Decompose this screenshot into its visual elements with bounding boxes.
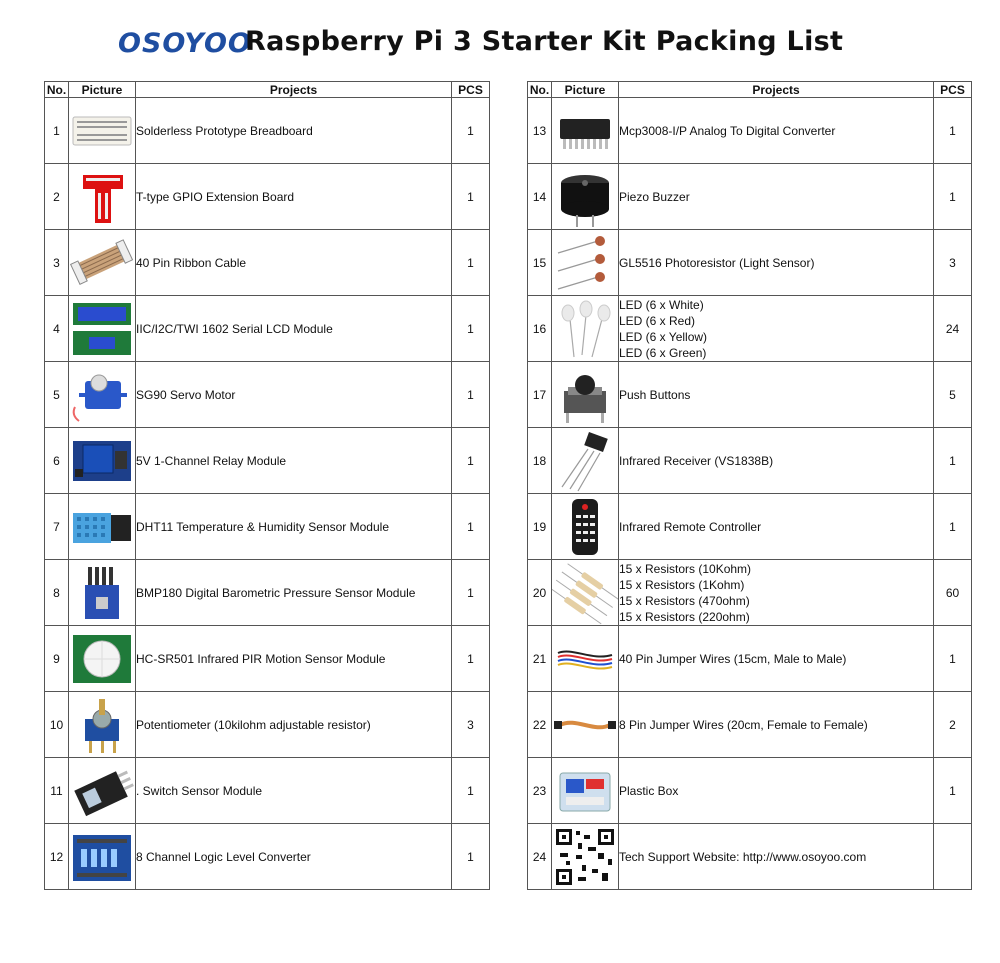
table-row: [528, 692, 972, 758]
table-row: [45, 362, 490, 428]
item-pcs: 3: [934, 230, 972, 296]
project-line: Piezo Buzzer: [619, 189, 690, 204]
packing-list-left: [44, 81, 490, 890]
project-line: BMP180 Digital Barometric Pressure Sensor Module: [136, 585, 416, 600]
item-number: 17: [528, 362, 552, 428]
item-pcs: 1: [452, 758, 490, 824]
jumper-wires-female-icon: [552, 693, 618, 757]
item-project: [619, 824, 934, 890]
project-line: Push Buttons: [619, 387, 691, 402]
item-number: 9: [45, 626, 69, 692]
table-row: [528, 560, 972, 626]
col-picture-header: Picture: [69, 82, 136, 98]
push-button-icon: [552, 363, 618, 427]
item-project: [136, 296, 452, 362]
item-project: [136, 626, 452, 692]
project-line: LED (6 x White): [619, 297, 704, 312]
item-picture: [552, 98, 619, 164]
project-line: 15 x Resistors (1Kohm): [619, 577, 745, 592]
table-row: [528, 758, 972, 824]
project-line: GL5516 Photoresistor (Light Sensor): [619, 255, 815, 270]
table-row: [45, 626, 490, 692]
bmp180-sensor-icon: [69, 561, 135, 625]
project-line: 40 Pin Jumper Wires (15cm, Male to Male): [619, 651, 847, 666]
table-row: [45, 230, 490, 296]
item-picture: [552, 362, 619, 428]
item-project: [619, 692, 934, 758]
item-number: 16: [528, 296, 552, 362]
item-number: 15: [528, 230, 552, 296]
osoyoo-logo: [118, 28, 252, 59]
item-picture: [69, 428, 136, 494]
item-project: [136, 164, 452, 230]
col-picture-header: Picture: [552, 82, 619, 98]
item-picture: [69, 758, 136, 824]
packing-list-right: [527, 81, 972, 890]
item-project: [619, 494, 934, 560]
item-pcs: 3: [452, 692, 490, 758]
item-number: 3: [45, 230, 69, 296]
table-row: [45, 560, 490, 626]
item-pcs: [934, 824, 972, 890]
potentiometer-icon: [69, 693, 135, 757]
item-pcs: 24: [934, 296, 972, 362]
project-line: Infrared Receiver (VS1838B): [619, 453, 774, 468]
item-picture: [69, 626, 136, 692]
item-number: 6: [45, 428, 69, 494]
table-header-row: [528, 82, 972, 98]
item-project: [619, 758, 934, 824]
relay-module-icon: [69, 429, 135, 493]
project-line: 40 Pin Ribbon Cable: [136, 255, 247, 270]
item-number: 1: [45, 98, 69, 164]
item-number: 7: [45, 494, 69, 560]
item-pcs: 1: [452, 98, 490, 164]
col-no-header: No.: [45, 82, 69, 98]
item-picture: [69, 494, 136, 560]
table-row: [45, 758, 490, 824]
project-line: HC-SR501 Infrared PIR Motion Sensor Module: [136, 651, 386, 666]
table-row: [528, 164, 972, 230]
item-project: [619, 230, 934, 296]
table-row: [45, 98, 490, 164]
col-projects-header: Projects: [136, 82, 452, 98]
item-picture: [69, 560, 136, 626]
table-header-row: [45, 82, 490, 98]
item-number: 14: [528, 164, 552, 230]
project-line: Potentiometer (10kilohm adjustable resistor): [136, 717, 371, 732]
table-row: [528, 494, 972, 560]
table-row: [45, 296, 490, 362]
item-project: [619, 626, 934, 692]
item-pcs: 1: [934, 428, 972, 494]
project-line: IIC/I2C/TWI 1602 Serial LCD Module: [136, 321, 333, 336]
item-project: [136, 428, 452, 494]
item-picture: [552, 230, 619, 296]
table-row: [45, 494, 490, 560]
table-row: [528, 428, 972, 494]
table-row: [528, 230, 972, 296]
gpio-extension-board-icon: [69, 165, 135, 229]
item-number: 21: [528, 626, 552, 692]
item-project: [619, 362, 934, 428]
item-picture: [552, 164, 619, 230]
project-line: 15 x Resistors (10Kohm): [619, 561, 752, 576]
item-project: [136, 824, 452, 890]
item-project: [136, 230, 452, 296]
item-project: [136, 98, 452, 164]
project-line: T-type GPIO Extension Board: [136, 189, 295, 204]
dht11-sensor-icon: [69, 495, 135, 559]
item-picture: [69, 692, 136, 758]
table-row: [528, 824, 972, 890]
item-project: [619, 560, 934, 626]
table-row: [528, 98, 972, 164]
col-pcs-header: PCS: [452, 82, 490, 98]
item-project: [619, 98, 934, 164]
col-pcs-header: PCS: [934, 82, 972, 98]
item-picture: [552, 560, 619, 626]
remote-controller-icon: [552, 495, 618, 559]
piezo-buzzer-icon: [552, 165, 618, 229]
project-line: Plastic Box: [619, 783, 679, 798]
item-picture: [69, 824, 136, 890]
item-picture: [552, 494, 619, 560]
project-line: Mcp3008-I/P Analog To Digital Converter: [619, 123, 836, 138]
led-icon: [552, 297, 618, 361]
item-picture: [69, 362, 136, 428]
servo-motor-icon: [69, 363, 135, 427]
item-pcs: 1: [452, 362, 490, 428]
page-header: [0, 22, 1000, 66]
item-pcs: 1: [452, 230, 490, 296]
item-number: 10: [45, 692, 69, 758]
project-line: . Switch Sensor Module: [136, 783, 263, 798]
item-pcs: 1: [452, 164, 490, 230]
item-picture: [69, 164, 136, 230]
table-row: [45, 692, 490, 758]
project-line: Infrared Remote Controller: [619, 519, 762, 534]
table-row: [45, 824, 490, 890]
item-number: 22: [528, 692, 552, 758]
item-project: [136, 692, 452, 758]
project-line: SG90 Servo Motor: [136, 387, 236, 402]
item-number: 19: [528, 494, 552, 560]
item-project: [136, 494, 452, 560]
item-number: 11: [45, 758, 69, 824]
project-line: 8 Channel Logic Level Converter: [136, 849, 311, 864]
project-line: LED (6 x Green): [619, 345, 707, 360]
item-project: [619, 164, 934, 230]
item-pcs: 1: [452, 824, 490, 890]
infrared-receiver-icon: [552, 429, 618, 493]
item-pcs: 1: [934, 758, 972, 824]
item-number: 2: [45, 164, 69, 230]
item-number: 13: [528, 98, 552, 164]
switch-sensor-icon: [69, 759, 135, 823]
item-pcs: 5: [934, 362, 972, 428]
logo-text: OSOYOO: [118, 28, 252, 59]
qr-code-icon: [552, 825, 618, 889]
page-title: Raspberry Pi 3 Starter Kit Packing List: [245, 26, 844, 57]
table-row: [45, 428, 490, 494]
item-number: 23: [528, 758, 552, 824]
item-pcs: 1: [452, 296, 490, 362]
item-picture: [69, 230, 136, 296]
project-line: LED (6 x Red): [619, 313, 696, 328]
table-row: [528, 296, 972, 362]
photoresistor-icon: [552, 231, 618, 295]
logic-level-converter-icon: [69, 825, 135, 889]
item-project: [136, 758, 452, 824]
item-picture: [552, 692, 619, 758]
item-picture: [552, 626, 619, 692]
item-picture: [552, 824, 619, 890]
item-pcs: 2: [934, 692, 972, 758]
plastic-box-icon: [552, 759, 618, 823]
item-pcs: 1: [934, 98, 972, 164]
table-row: [45, 164, 490, 230]
item-project: [136, 362, 452, 428]
item-pcs: 1: [452, 494, 490, 560]
project-line: DHT11 Temperature & Humidity Sensor Module: [136, 519, 389, 534]
project-line: 15 x Resistors (220ohm): [619, 609, 750, 624]
pir-sensor-icon: [69, 627, 135, 691]
item-pcs: 1: [452, 626, 490, 692]
table-row: [528, 362, 972, 428]
jumper-wires-male-icon: [552, 627, 618, 691]
col-projects-header: Projects: [619, 82, 934, 98]
col-no-header: No.: [528, 82, 552, 98]
project-line: 8 Pin Jumper Wires (20cm, Female to Female): [619, 717, 868, 732]
item-project: [136, 560, 452, 626]
item-project: [619, 428, 934, 494]
item-pcs: 1: [934, 626, 972, 692]
adc-chip-icon: [552, 99, 618, 163]
item-pcs: 1: [934, 164, 972, 230]
item-pcs: 60: [934, 560, 972, 626]
project-line: Tech Support Website: http://www.osoyoo.com: [619, 849, 867, 864]
item-number: 8: [45, 560, 69, 626]
item-picture: [552, 428, 619, 494]
project-line: 15 x Resistors (470ohm): [619, 593, 750, 608]
project-line: Solderless Prototype Breadboard: [136, 123, 313, 138]
item-picture: [69, 296, 136, 362]
item-pcs: 1: [934, 494, 972, 560]
item-picture: [552, 296, 619, 362]
item-number: 24: [528, 824, 552, 890]
item-number: 5: [45, 362, 69, 428]
item-picture: [69, 98, 136, 164]
lcd-module-icon: [69, 297, 135, 361]
item-number: 4: [45, 296, 69, 362]
project-line: LED (6 x Yellow): [619, 329, 708, 344]
item-number: 20: [528, 560, 552, 626]
item-pcs: 1: [452, 428, 490, 494]
breadboard-icon: [69, 99, 135, 163]
item-number: 18: [528, 428, 552, 494]
resistors-icon: [552, 561, 618, 625]
project-line: 5V 1-Channel Relay Module: [136, 453, 287, 468]
item-number: 12: [45, 824, 69, 890]
item-project: [619, 296, 934, 362]
table-row: [528, 626, 972, 692]
ribbon-cable-icon: [69, 231, 135, 295]
item-picture: [552, 758, 619, 824]
item-pcs: 1: [452, 560, 490, 626]
